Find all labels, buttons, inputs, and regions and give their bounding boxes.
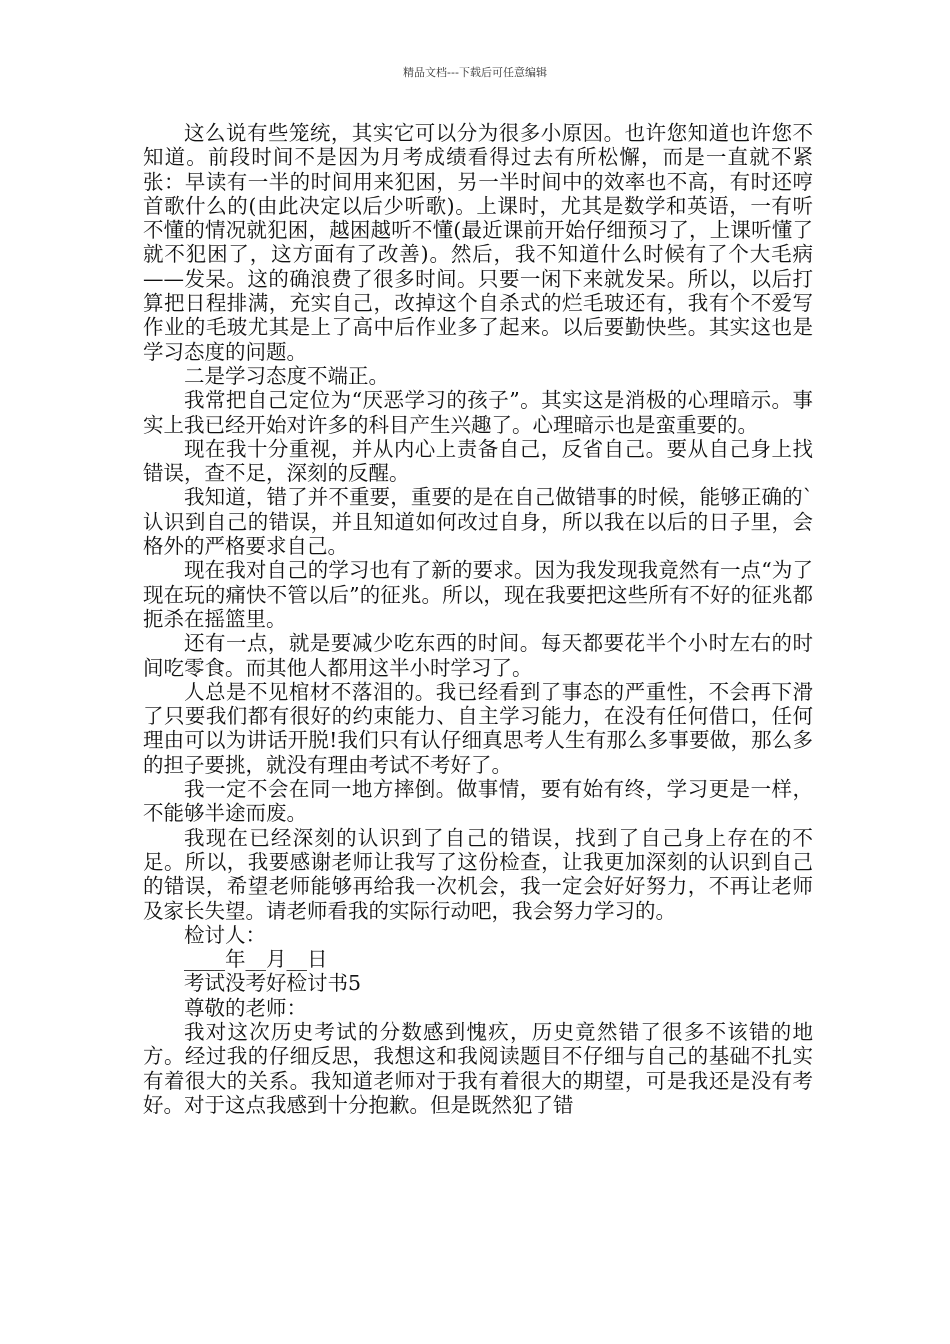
paragraph: 我知道，错了并不重要，重要的是在自己做错事的时候，能够正确的`认识到自己的错误，并且知道如何改过自身，所以我在以后的日子里，会格外的严格要求自己。 bbox=[143, 485, 813, 559]
paragraph: 我常把自己定位为“厌恶学习的孩子”。其实这是消极的心理暗示。事实上我已经开始对许多的科目产生兴趣了。心理暗示也是蛮重要的。 bbox=[143, 388, 813, 437]
paragraph: 我对这次历史考试的分数感到愧疚，历史竟然错了很多不该错的地方。经过我的仔细反思，我想这和我阅读题目不仔细与自己的基础不扎实有着很大的关系。我知道老师对于我有着很大的期望，可是我还是没有考好。对于这点我感到十分抱歉。但是既然犯了错 bbox=[143, 1019, 813, 1117]
paragraph: 这么说有些笼统，其实它可以分为很多小原因。也许您知道也许您不知道。前段时间不是因为月考成绩看得过去有所松懈，而是一直就不紧张：早读有一半的时间用来犯困，另一半时间中的效率也不高，有时还哼首歌什么的(由此决定以后少听歌)。上课时，尤其是数学和英语，一有听不懂的情况就犯困，越困越听不懂(最近课前开始仔细预习了，上课听懂了就不犯困了，这方面有了改善)。然后，我不知道什么时候有了个大毛病——发呆。这的确浪费了很多时间。只要一闲下来就发呆。所以，以后打算把日程排满，充实自己，改掉这个自杀式的烂毛玻还有，我有个不爱写作业的毛玻尤其是上了高中后作业多了起来。以后要勤快些。其实这也是学习态度的问题。 bbox=[143, 121, 813, 364]
paragraph: 我现在已经深刻的认识到了自己的错误，找到了自己身上存在的不足。所以，我要感谢老师让我写了这份检查，让我更加深刻的认识到自己的错误，希望老师能够再给我一次机会，我一定会好好努力，不再让老师及家长失望。请老师看我的实际行动吧，我会努力学习的。 bbox=[143, 825, 813, 923]
paragraph: 现在我对自己的学习也有了新的要求。因为我发现我竟然有一点“为了现在玩的痛快不管以后”的征兆。所以，现在我要把这些所有不好的征兆都扼杀在摇篮里。 bbox=[143, 558, 813, 631]
paragraph: 现在我十分重视，并从内心上责备自己，反省自己。要从自己身上找错误，查不足，深刻的反醒。 bbox=[143, 436, 813, 486]
paragraph: 我一定不会在同一地方摔倒。做事情，要有始有终，学习更是一样，不能够半途而废。 bbox=[143, 777, 813, 826]
page-header: 精品文档---下载后可任意编辑 bbox=[403, 66, 547, 79]
signature-date: ____年__月__日 bbox=[184, 947, 328, 972]
paragraph: 还有一点，就是要减少吃东西的时间。每天都要花半个小时左右的时间吃零食。而其他人都用这半小时学习了。 bbox=[143, 631, 813, 680]
signature-label: 检讨人： bbox=[184, 922, 266, 947]
paragraph: 二是学习态度不端正。 bbox=[184, 363, 389, 388]
section-title: 考试没考好检讨书5 bbox=[184, 971, 362, 996]
paragraph: 人总是不见棺材不落泪的。我已经看到了事态的严重性，不会再下滑了只要我们都有很好的约束能力、自主学习能力，在没有任何借口，任何理由可以为讲话开脱!我们只有认仔细真思考人生有那么多事要做，那么多的担子要挑，就没有理由考试不考好了。 bbox=[143, 679, 813, 777]
salutation: 尊敬的老师： bbox=[184, 995, 307, 1020]
document-body bbox=[143, 121, 813, 1117]
